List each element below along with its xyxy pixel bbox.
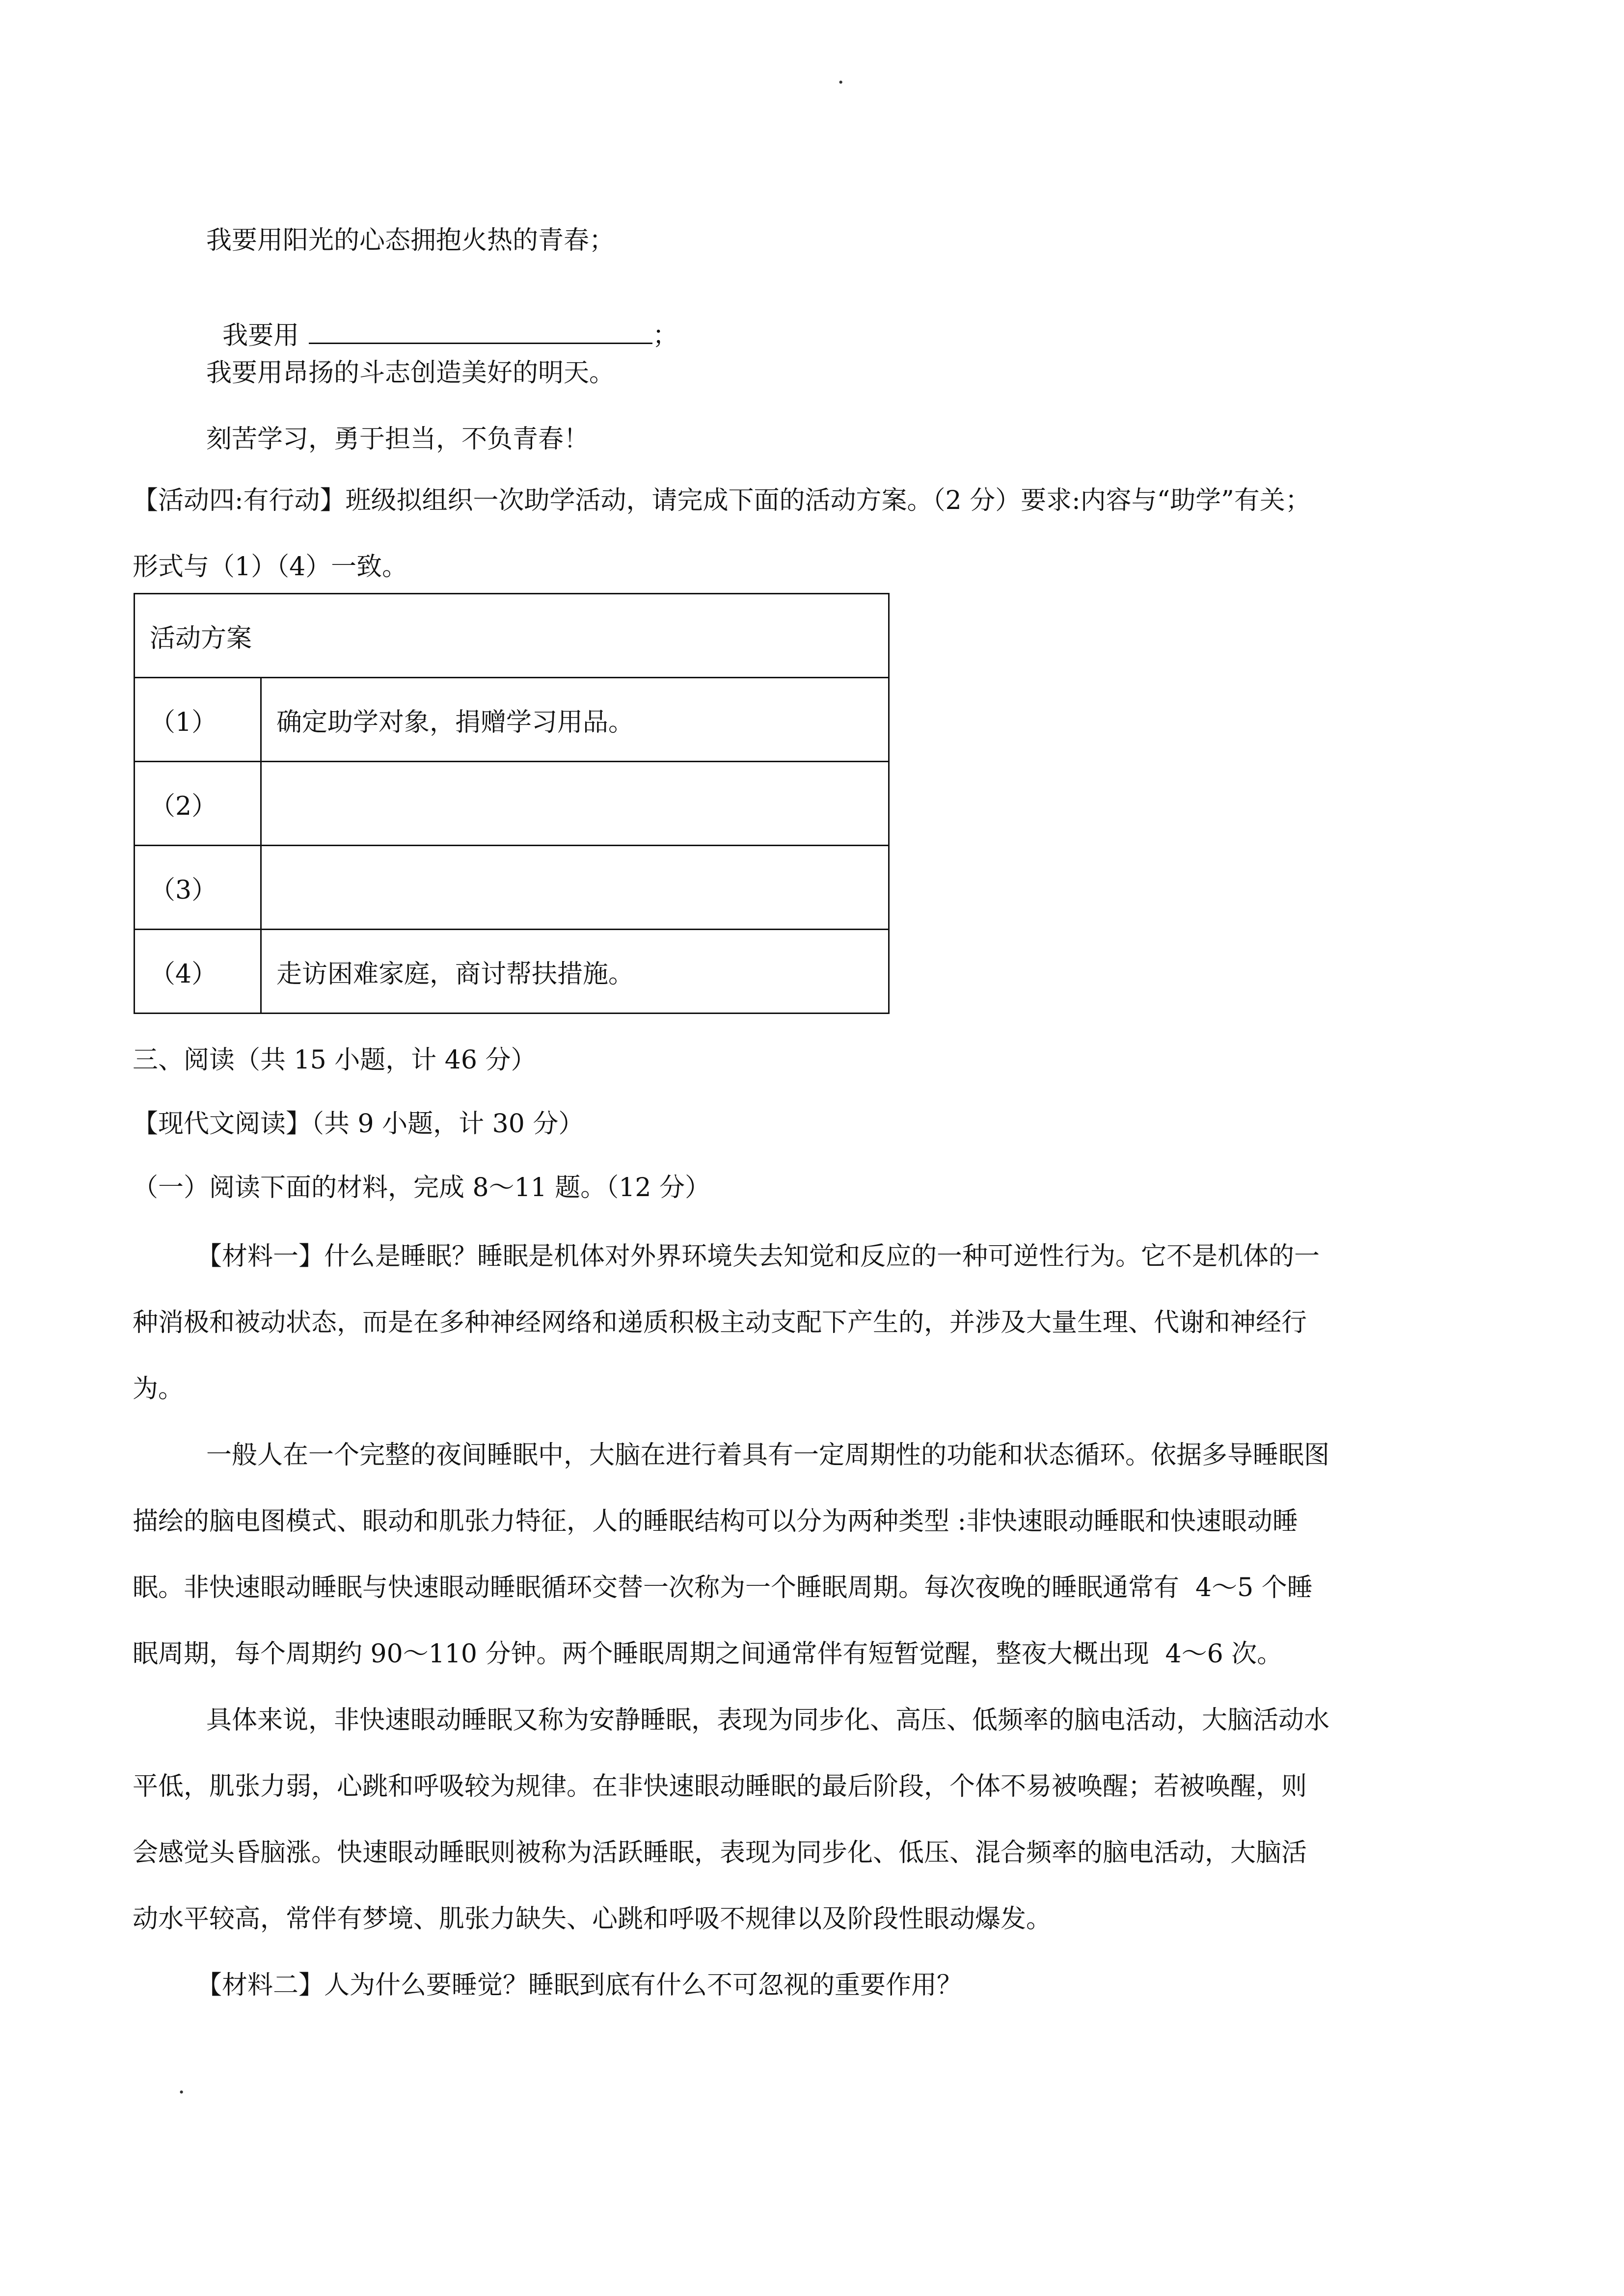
material1-p1-l3: 为。 xyxy=(133,1374,184,1404)
bottom-dot: . xyxy=(178,2072,186,2099)
row-number: （1） xyxy=(135,678,261,762)
table-row xyxy=(135,930,889,1014)
material1-p2-l4: 眠周期，每个周期约 90～110 分钟。两个睡眠周期之间通常伴有短暂觉醒，整夜大概出现 4～6 次。 xyxy=(133,1639,1283,1669)
activity4-line-2: 形式与（1）（4）一致。 xyxy=(133,552,408,582)
top-dot: . xyxy=(837,62,845,89)
material1-p2-l3: 眠。非快速眼动睡眠与快速眼动睡眠循环交替一次称为一个睡眠周期。每次夜晚的睡眠通常有 4～5 个睡 xyxy=(133,1573,1313,1602)
material1-p1-l2: 种消极和被动状态，而是在多种神经网络和递质积极主动支配下产生的，并涉及大量生理、代谢和神经行 xyxy=(133,1308,1307,1337)
part1-instruction: （一）阅读下面的材料，完成 8～11 题。（12 分） xyxy=(133,1173,711,1202)
poem-line-3: 我要用昂扬的斗志创造美好的明天。 xyxy=(206,358,615,388)
row-content: 确定助学对象，捐赠学习用品。 xyxy=(261,678,889,762)
poem-line-2-suffix: ； xyxy=(652,321,678,350)
material1-p1-l1: 【材料一】什么是睡眠？睡眠是机体对外界环境失去知觉和反应的一种可逆性行为。它不是机体的一 xyxy=(196,1242,1320,1271)
material1-p2-l1: 一般人在一个完整的夜间睡眠中，大脑在进行着具有一定周期性的功能和状态循环。依据多导睡眠图 xyxy=(206,1441,1330,1470)
poem-line-2 xyxy=(206,290,678,350)
poem-line-1: 我要用阳光的心态拥抱火热的青春； xyxy=(206,226,615,255)
activity4-line-1: 【活动四:有行动】班级拟组织一次助学活动，请完成下面的活动方案。（2 分）要求:内容与“助学”有关； xyxy=(133,486,1311,515)
table-row xyxy=(135,678,889,762)
row-number: （3） xyxy=(135,846,261,930)
material1-p3-l3: 会感觉头昏脑涨。快速眼动睡眠则被称为活跃睡眠，表现为同步化、低压、混合频率的脑电活动，大脑活 xyxy=(133,1838,1307,1868)
material1-p3-l4: 动水平较高，常伴有梦境、肌张力缺失、心跳和呼吸不规律以及阶段性眼动爆发。 xyxy=(133,1904,1052,1934)
row-number: （4） xyxy=(135,930,261,1014)
row-number: （2） xyxy=(135,762,261,846)
row-content-blank[interactable] xyxy=(261,846,889,930)
material1-p3-l1: 具体来说，非快速眼动睡眠又称为安静睡眠，表现为同步化、高压、低频率的脑电活动，大脑活动水 xyxy=(206,1706,1330,1735)
table-row xyxy=(135,762,889,846)
row-content: 走访困难家庭，商讨帮扶措施。 xyxy=(261,930,889,1014)
section3-title: 三、阅读（共 15 小题，计 46 分） xyxy=(133,1045,537,1075)
material1-p2-l2: 描绘的脑电图模式、眼动和肌张力特征，人的睡眠结构可以分为两种类型 :非快速眼动睡眠和快速眼动睡 xyxy=(133,1507,1299,1536)
fill-in-blank[interactable] xyxy=(309,319,652,344)
poem-line-2-prefix: 我要用 xyxy=(222,321,299,350)
table-row xyxy=(135,846,889,930)
table-header-row xyxy=(135,594,889,678)
poem-line-4: 刻苦学习，勇于担当，不负青春！ xyxy=(206,425,590,454)
row-content-blank[interactable] xyxy=(261,762,889,846)
material1-p3-l2: 平低，肌张力弱，心跳和呼吸较为规律。在非快速眼动睡眠的最后阶段，个体不易被唤醒；若被唤醒，则 xyxy=(133,1772,1307,1801)
table-header: 活动方案 xyxy=(135,594,889,678)
material2-p1: 【材料二】人为什么要睡觉？睡眠到底有什么不可忽视的重要作用？ xyxy=(196,1971,963,2000)
modern-reading-heading: 【现代文阅读】（共 9 小题，计 30 分） xyxy=(133,1109,584,1139)
activity-plan-table xyxy=(134,593,890,1014)
